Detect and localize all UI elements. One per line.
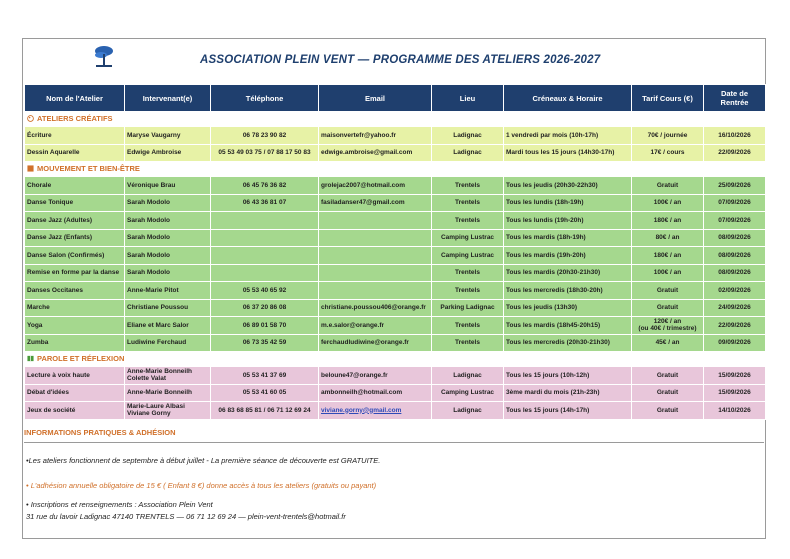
table-row xyxy=(25,194,766,212)
intervenant: Sarah Modolo xyxy=(127,199,170,206)
lieu: Camping Lustrac xyxy=(432,229,504,247)
atelier-name: Zumba xyxy=(25,334,125,352)
section-title: MOUVEMENT ET BIEN-ÊTRE xyxy=(37,164,140,174)
date-rentree: 16/10/2026 xyxy=(704,127,766,145)
date-rentree: 15/09/2026 xyxy=(704,384,766,402)
tarif: Gratuit xyxy=(656,304,679,311)
col-header: Téléphone xyxy=(211,85,319,112)
date-rentree: 08/09/2026 xyxy=(704,264,766,282)
lieu: Camping Lustrac xyxy=(432,384,504,402)
table-row xyxy=(25,384,766,402)
lieu: Trentels xyxy=(432,194,504,212)
table-row xyxy=(25,177,766,195)
lieu: Camping Lustrac xyxy=(432,247,504,265)
lieu: Parking Ladignac xyxy=(432,299,504,317)
creneau: Tous les lundis (19h-20h) xyxy=(504,212,632,230)
tarif: 100€ / an xyxy=(653,269,682,276)
email[interactable]: fasiladanser47@gmail.com xyxy=(319,194,432,212)
intervenant: Sarah Modolo xyxy=(127,234,170,241)
creneau: Tous les 15 jours (14h-17h) xyxy=(504,402,632,420)
date-rentree: 25/09/2026 xyxy=(704,177,766,195)
atelier-name: Remise en forme par la danse xyxy=(25,264,125,282)
telephone: 05 53 40 65 92 xyxy=(211,282,319,300)
telephone: 05 53 49 03 75 / 07 88 17 50 83 xyxy=(211,144,319,162)
atelier-name: Écriture xyxy=(25,127,125,145)
tarif: Gratuit xyxy=(656,286,679,294)
table-row xyxy=(25,144,766,162)
lieu: Trentels xyxy=(432,282,504,300)
table-row xyxy=(25,367,766,385)
table-row xyxy=(25,127,766,145)
intervenant: Sarah Modolo xyxy=(127,216,170,224)
info-line-2: • L'adhésion annuelle obligatoire de 15 € ( Enfant 8 €) donne accès à tous les ateliers (gratuits ou payant) xyxy=(26,481,377,490)
date-rentree: 02/09/2026 xyxy=(704,282,766,300)
telephone: 06 37 20 86 08 xyxy=(211,299,319,317)
section-header xyxy=(25,352,766,367)
intervenant: Anne-Marie Pitot xyxy=(127,286,179,294)
email[interactable]: viviane.gorny@gmail.com xyxy=(319,402,432,420)
email xyxy=(319,282,432,300)
date-rentree: 14/10/2026 xyxy=(704,402,766,420)
tarif: Gratuit xyxy=(656,389,679,396)
info-heading: INFORMATIONS PRATIQUES & ADHÉSION xyxy=(24,428,176,437)
atelier-name: Danse Jazz (Enfants) xyxy=(25,229,125,247)
telephone: 05 53 41 60 05 xyxy=(211,384,319,402)
intervenant-2: Colette Valat xyxy=(127,375,167,383)
tarif: 100€ / an xyxy=(653,199,682,206)
page-title: ASSOCIATION PLEIN VENT — PROGRAMME DES ATELIERS 2026-2027 xyxy=(200,54,601,66)
col-header: Lieu xyxy=(432,85,504,112)
col-header: Créneaux & Horaire xyxy=(504,85,632,112)
tarif: Gratuit xyxy=(656,181,679,189)
table-row xyxy=(25,282,766,300)
tarif: 80€ / an xyxy=(655,234,680,241)
lieu: Ladignac xyxy=(432,127,504,145)
telephone: 05 53 41 37 69 xyxy=(211,367,319,385)
atelier-name: Jeux de société xyxy=(25,402,125,420)
telephone: 06 43 36 81 07 xyxy=(211,194,319,212)
col-header: Intervenant(e) xyxy=(125,85,211,112)
intervenant: Edwige Ambroise xyxy=(127,149,182,156)
creneau: Tous les jeudis (13h30) xyxy=(504,299,632,317)
creneau: Tous les mercredis (20h30-21h30) xyxy=(504,334,632,352)
creneau: 3ème mardi du mois (21h-23h) xyxy=(504,384,632,402)
atelier-name: Chorale xyxy=(25,177,125,195)
email[interactable]: beloune47@orange.fr xyxy=(319,367,432,385)
tarif: 120€ / an xyxy=(653,317,682,325)
atelier-name: Marche xyxy=(25,299,125,317)
creneau: Tous les mercredis (18h30-20h) xyxy=(504,282,632,300)
lieu: Trentels xyxy=(432,317,504,335)
telephone: 06 45 76 36 82 xyxy=(211,177,319,195)
telephone xyxy=(211,247,319,265)
atelier-name: Danse Tonique xyxy=(25,194,125,212)
creneau: Tous les mardis (18h-19h) xyxy=(504,229,632,247)
lieu: Ladignac xyxy=(432,144,504,162)
intervenant: Sarah Modolo xyxy=(127,251,170,259)
creneau: Tous les 15 jours (10h-12h) xyxy=(504,367,632,385)
date-rentree: 22/09/2026 xyxy=(704,317,766,335)
creneau: Tous les mardis (20h30-21h30) xyxy=(504,264,632,282)
creneau: Tous les mardis (18h45-20h15) xyxy=(504,317,632,335)
email[interactable]: grolejac2007@hotmail.com xyxy=(319,177,432,195)
email[interactable]: ambonneilh@hotmail.com xyxy=(319,384,432,402)
table-row xyxy=(25,247,766,265)
date-rentree: 07/09/2026 xyxy=(704,194,766,212)
info-line-4: 31 rue du lavoir Ladignac 47140 TRENTELS — 06 71 12 69 24 — plein-vent-trentels@hotmail.fr xyxy=(26,512,346,521)
email[interactable]: ferchaudludiwine@orange.fr xyxy=(319,334,432,352)
atelier-name: Danses Occitanes xyxy=(25,282,125,300)
table-row xyxy=(25,212,766,230)
atelier-name: Débat d'idées xyxy=(25,384,125,402)
lieu: Trentels xyxy=(432,212,504,230)
intervenant: Ludiwine Ferchaud xyxy=(127,339,187,346)
section-title: ATELIERS CRÉATIFS xyxy=(37,114,113,124)
email xyxy=(319,229,432,247)
lieu: Trentels xyxy=(432,334,504,352)
intervenant: Anne-Marie Bonneilh xyxy=(127,389,193,396)
date-rentree: 09/09/2026 xyxy=(704,334,766,352)
tarif: 70€ / journée xyxy=(647,131,688,139)
intervenant: Marie-Laure Albasi xyxy=(127,402,185,410)
atelier-name: Danse Salon (Confirmés) xyxy=(25,247,125,265)
tarif: 180€ / an xyxy=(653,251,682,259)
creneau: Tous les mardis (19h-20h) xyxy=(504,247,632,265)
lieu: Trentels xyxy=(432,264,504,282)
table-row xyxy=(25,317,766,335)
atelier-name: Yoga xyxy=(25,317,125,335)
telephone: 06 78 23 90 82 xyxy=(211,127,319,145)
intervenant: Christiane Poussou xyxy=(127,304,189,311)
col-header: Date de Rentrée xyxy=(704,85,766,112)
intervenant-2: Viviane Gorny xyxy=(127,410,171,418)
creneau: Tous les lundis (18h-19h) xyxy=(504,194,632,212)
col-header: Tarif Cours (€) xyxy=(632,85,704,112)
tarif: Gratuit xyxy=(656,406,679,414)
table-row xyxy=(25,402,766,420)
table-row xyxy=(25,264,766,282)
col-header: Email xyxy=(319,85,432,112)
date-rentree: 08/09/2026 xyxy=(704,229,766,247)
lieu: Ladignac xyxy=(432,402,504,420)
tarif: 45€ / an xyxy=(655,339,680,346)
date-rentree: 08/09/2026 xyxy=(704,247,766,265)
table-header xyxy=(25,85,766,112)
email[interactable]: christiane.poussou406@orange.fr xyxy=(319,299,432,317)
program-table xyxy=(24,84,766,420)
tarif-2: (ou 40€ / trimestre) xyxy=(638,325,697,333)
table-row xyxy=(25,299,766,317)
email[interactable]: maisonvertefr@yahoo.fr xyxy=(319,127,432,145)
creneau: Tous les jeudis (20h30-22h30) xyxy=(504,177,632,195)
email xyxy=(319,247,432,265)
intervenant: Eliane et Marc Salor xyxy=(127,321,189,329)
tarif: 180€ / an xyxy=(653,216,682,224)
email xyxy=(319,212,432,230)
tarif: 17€ / cours xyxy=(650,149,685,156)
section-header xyxy=(25,112,766,127)
email[interactable]: edwige.ambroise@gmail.com xyxy=(319,144,432,162)
telephone: 06 89 01 58 70 xyxy=(211,317,319,335)
movement-icon xyxy=(27,164,37,173)
col-header: Nom de l'Atelier xyxy=(25,85,125,112)
tree-logo xyxy=(92,44,116,70)
section-header xyxy=(25,162,766,177)
intervenant: Anne-Marie Bonneilh xyxy=(127,367,193,375)
section-title: PAROLE ET RÉFLEXION xyxy=(37,354,125,364)
atelier-name: Danse Jazz (Adultes) xyxy=(25,212,125,230)
divider xyxy=(24,442,764,443)
lieu: Trentels xyxy=(432,177,504,195)
intervenant: Sarah Modolo xyxy=(127,269,170,276)
intervenant: Véronique Brau xyxy=(127,181,176,189)
creneau: Mardi tous les 15 jours (14h30-17h) xyxy=(504,144,632,162)
intervenant: Maryse Vaugarny xyxy=(127,131,181,139)
info-line-1: •Les ateliers fonctionnent de septembre à début juillet - La première séance de découverte est GRATUITE. xyxy=(26,456,381,465)
info-line-3: • Inscriptions et renseignements : Association Plein Vent xyxy=(26,500,213,509)
email xyxy=(319,264,432,282)
telephone: 06 83 68 85 81 / 06 71 12 69 24 xyxy=(211,402,319,420)
atelier-name: Lecture à voix haute xyxy=(25,367,125,385)
telephone: 06 73 35 42 59 xyxy=(211,334,319,352)
palette-icon xyxy=(27,114,37,123)
date-rentree: 24/09/2026 xyxy=(704,299,766,317)
book-icon xyxy=(27,354,37,363)
table-row xyxy=(25,334,766,352)
atelier-name: Dessin Aquarelle xyxy=(25,144,125,162)
telephone xyxy=(211,264,319,282)
date-rentree: 15/09/2026 xyxy=(704,367,766,385)
lieu: Ladignac xyxy=(432,367,504,385)
email[interactable]: m.e.salor@orange.fr xyxy=(319,317,432,335)
creneau: 1 vendredi par mois (10h-17h) xyxy=(504,127,632,145)
date-rentree: 07/09/2026 xyxy=(704,212,766,230)
date-rentree: 22/09/2026 xyxy=(704,144,766,162)
table-row xyxy=(25,229,766,247)
tarif: Gratuit xyxy=(656,371,679,379)
telephone xyxy=(211,212,319,230)
telephone xyxy=(211,229,319,247)
